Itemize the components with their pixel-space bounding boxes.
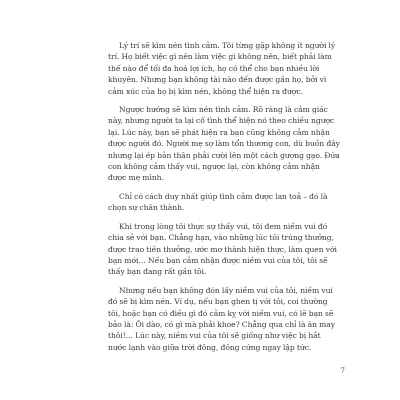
- paragraph-4: Khi trong lòng tôi thực sự thấy vui, tôi đem niềm vui đó chia sẻ với bạn. Chẳng hạn, vào những lúc tôi trúng thưởng, được trao tiền thưởng, ước mơ thành hiện thực, làm quen với bạn mới… Nếu bạn cảm nhận được niềm vui của tôi, tôi sẽ thấy bạn đang rất gần tôi.: [108, 221, 337, 277]
- page-number: 7: [340, 366, 345, 375]
- paragraph-5: Nhưng nếu bạn không đón lấy niềm vui của tôi, niềm vui đó sẽ bị kìm nén. Ví dụ, nếu bạn ghen tị với tôi, coi thường tôi, hoặc bạn có điều gì đó cảm kỵ với niềm vui, có lẽ bạn sẽ bảo là: Ôi dào, có gì mà phải khoe? Chẳng qua chỉ là ăn may thôi!... Lúc này, niềm vui của tôi sẽ giống như việc bị hắt nước lạnh vào giữa trời đông, đông cứng ngay lập tức.: [108, 285, 335, 352]
- body-text: [108, 40, 340, 360]
- paragraph-3: Chỉ có cách duy nhất giúp tình cảm được lan toả – đó là chọn sự chân thành.: [108, 191, 328, 213]
- paragraph-1: Lý trí sẽ kìm nén tình cảm. Tôi từng gặp không ít người lý trí. Họ biết việc gì nên làm việc gì không nên, biết phải làm thế nào để tối đa hoá lợi ích, họ có thể cho bạn nhiều lời khuyên. Nhưng bạn không tài nào đến được gần họ, bởi vì cảm xúc của họ bị kìm nén, không thể hiện ra được.: [108, 41, 336, 96]
- paragraph-2: Ngược hướng sẽ kìm nén tình cảm. Rõ ràng là cảm giác này, nhưng người ta lại cố tình thể hiện nó theo chiều ngược lại. Lúc này, bạn sẽ phát hiện ra bạn cũng không cảm nhận được người đó. Người mẹ sợ làm tổn thương con, dù buồn đây nhưng lại ép bản thân phải cười lên một cách gượng gạo. Đứa con không cảm thấy vui, ngược lại, còn không cảm nhận được mẹ mình.: [108, 105, 340, 183]
